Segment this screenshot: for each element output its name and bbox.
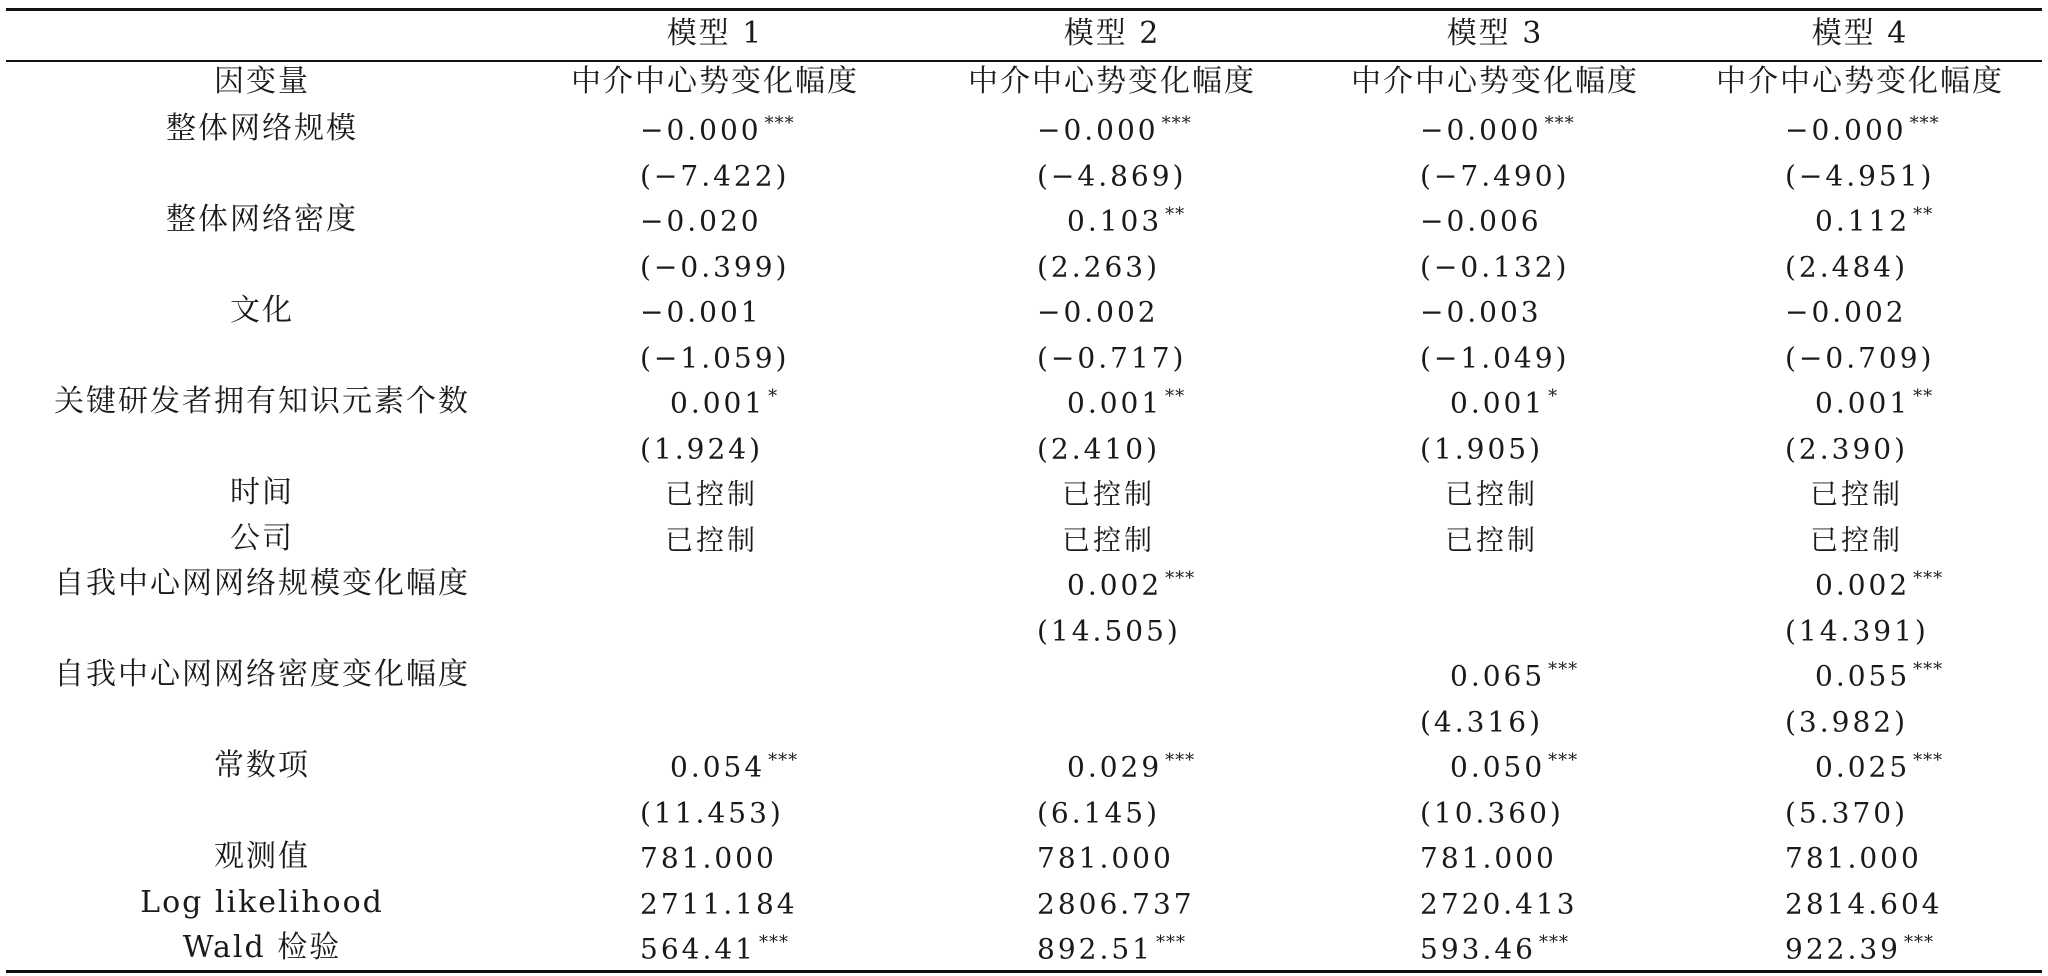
value-cell [640, 570, 643, 599]
row-label: Wald 检验 [182, 930, 342, 965]
row-label: 关键研发者拥有知识元素个数 [54, 384, 470, 419]
cell-value: (2.263) [1037, 250, 1161, 284]
value-cell [1420, 841, 1560, 875]
cell-value: −0.000 [1785, 113, 1907, 147]
cell-value: (14.391) [1785, 614, 1929, 648]
value-cell [1420, 295, 1545, 329]
cell-value: (−0.132) [1420, 250, 1570, 284]
cell-value: 0.001 [1067, 386, 1163, 420]
cell-value: 892.51 [1037, 932, 1153, 966]
model-2-header: 模型 2 [1063, 16, 1161, 51]
row-label: 常数项 [214, 748, 310, 783]
cell-value: 781.000 [1037, 841, 1174, 875]
value-cell [1445, 523, 1541, 557]
dependent-variable-label: 因变量 [214, 64, 310, 99]
dependent-variable-model-1: 中介中心势变化幅度 [571, 64, 859, 99]
value-cell [1420, 341, 1572, 375]
dependent-variable-model-3: 中介中心势变化幅度 [1351, 64, 1639, 99]
value-cell [1037, 841, 1177, 875]
significance-stars: *** [1544, 113, 1575, 134]
cell-value: (1.924) [640, 432, 764, 466]
value-cell [1420, 705, 1546, 739]
significance-stars: *** [1161, 113, 1192, 134]
value-cell [1037, 932, 1186, 966]
cell-value: −0.000 [1037, 113, 1159, 147]
value-cell [1785, 341, 1937, 375]
value-cell [1037, 707, 1040, 736]
value-cell [640, 932, 789, 966]
dependent-variable-model-2: 中介中心势变化幅度 [968, 64, 1256, 99]
value-cell [640, 707, 643, 736]
cell-value: 0.055 [1815, 659, 1911, 693]
cell-value: 0.112 [1815, 204, 1911, 238]
value-cell [1420, 113, 1575, 147]
cell-value: (1.905) [1420, 432, 1544, 466]
cell-value: 922.39 [1785, 932, 1901, 966]
cell-value: −0.006 [1420, 204, 1542, 238]
model-4-header: 模型 4 [1811, 16, 1909, 51]
row-label: 时间 [230, 475, 294, 510]
value-cell [1037, 159, 1189, 193]
row-label: 自我中心网网络密度变化幅度 [54, 657, 470, 692]
value-cell [1785, 796, 1911, 830]
cell-value: 593.46 [1420, 932, 1536, 966]
significance-stars: *** [764, 113, 795, 134]
significance-stars: *** [1165, 750, 1196, 771]
cell-value: 已控制 [1062, 523, 1156, 557]
cell-value: (2.390) [1785, 432, 1909, 466]
cell-value: 已控制 [1445, 477, 1539, 511]
cell-value: (3.982) [1785, 705, 1909, 739]
value-cell [1037, 113, 1192, 147]
cell-value: 564.41 [640, 932, 756, 966]
dependent-variable-model-4: 中介中心势变化幅度 [1716, 64, 2004, 99]
significance-stars: *** [1913, 659, 1944, 680]
cell-value: 0.001 [1450, 386, 1546, 420]
value-cell [1785, 113, 1940, 147]
cell-value: (−0.709) [1785, 341, 1935, 375]
value-cell [1067, 386, 1186, 420]
value-cell [640, 661, 643, 690]
value-cell [1037, 887, 1198, 921]
row-label: 整体网络规模 [166, 111, 358, 146]
cell-value: 2720.413 [1420, 887, 1578, 921]
cell-value: 0.002 [1815, 568, 1911, 602]
value-cell [1445, 477, 1541, 511]
value-cell [1037, 250, 1163, 284]
significance-stars: * [1548, 386, 1559, 407]
value-cell [1785, 250, 1911, 284]
value-cell [1420, 250, 1572, 284]
value-cell [640, 616, 643, 645]
header-rule [6, 60, 2042, 62]
value-cell [1420, 570, 1423, 599]
cell-value: 2806.737 [1037, 887, 1195, 921]
significance-stars: *** [1165, 568, 1196, 589]
cell-value: 781.000 [1420, 841, 1557, 875]
cell-value: −0.001 [640, 295, 762, 329]
cell-value: 0.001 [1815, 386, 1911, 420]
row-label: Log likelihood [140, 885, 384, 920]
significance-stars: *** [1913, 568, 1944, 589]
value-cell [1785, 159, 1937, 193]
value-cell [1037, 341, 1189, 375]
significance-stars: ** [1165, 386, 1186, 407]
cell-value: (2.410) [1037, 432, 1161, 466]
value-cell [1037, 796, 1163, 830]
significance-stars: *** [1909, 113, 1940, 134]
value-cell [670, 386, 779, 420]
cell-value: (−7.490) [1420, 159, 1570, 193]
cell-value: 2711.184 [640, 887, 798, 921]
cell-value: 0.103 [1067, 204, 1163, 238]
value-cell [1450, 659, 1579, 693]
model-1-header: 模型 1 [666, 16, 764, 51]
value-cell [1815, 750, 1944, 784]
bottom-rule [6, 970, 2042, 973]
cell-value: 0.025 [1815, 750, 1911, 784]
value-cell [1815, 386, 1934, 420]
cell-value: 0.029 [1067, 750, 1163, 784]
cell-value: (−7.422) [640, 159, 790, 193]
cell-value: (−4.869) [1037, 159, 1187, 193]
value-cell [1810, 523, 1906, 557]
value-cell [640, 841, 780, 875]
cell-value: −0.002 [1037, 295, 1159, 329]
value-cell [640, 204, 765, 238]
value-cell [640, 159, 792, 193]
cell-value: (−0.717) [1037, 341, 1187, 375]
value-cell [1037, 614, 1184, 648]
value-cell [1420, 159, 1572, 193]
cell-value: 0.065 [1450, 659, 1546, 693]
value-cell [1815, 659, 1944, 693]
value-cell [1420, 887, 1581, 921]
cell-value: (−4.951) [1785, 159, 1935, 193]
cell-value: 已控制 [1810, 477, 1904, 511]
value-cell [1785, 887, 1946, 921]
cell-value: 781.000 [640, 841, 777, 875]
row-label: 整体网络密度 [166, 202, 358, 237]
value-cell [1450, 750, 1579, 784]
value-cell [1037, 432, 1163, 466]
significance-stars: *** [1903, 932, 1934, 953]
value-cell [1420, 204, 1545, 238]
cell-value: 已控制 [1810, 523, 1904, 557]
row-label: 自我中心网网络规模变化幅度 [54, 566, 470, 601]
value-cell [640, 432, 766, 466]
value-cell [1067, 204, 1186, 238]
row-label: 公司 [230, 521, 294, 556]
value-cell [640, 341, 792, 375]
value-cell [1420, 616, 1423, 645]
value-cell [1062, 523, 1158, 557]
significance-stars: *** [1155, 932, 1186, 953]
cell-value: (11.453) [640, 796, 784, 830]
value-cell [1785, 705, 1911, 739]
significance-stars: ** [1165, 204, 1186, 225]
cell-value: (14.505) [1037, 614, 1181, 648]
cell-value: −0.002 [1785, 295, 1907, 329]
value-cell [1062, 477, 1158, 511]
value-cell [1815, 204, 1934, 238]
value-cell [1067, 568, 1196, 602]
cell-value: (−1.049) [1420, 341, 1570, 375]
significance-stars: * [768, 386, 779, 407]
value-cell [670, 750, 799, 784]
significance-stars: ** [1913, 386, 1934, 407]
value-cell [1785, 932, 1934, 966]
cell-value: (−1.059) [640, 341, 790, 375]
value-cell [1785, 614, 1932, 648]
top-rule [6, 8, 2042, 11]
cell-value: (5.370) [1785, 796, 1909, 830]
cell-value: −0.000 [640, 113, 762, 147]
significance-stars: *** [1548, 659, 1579, 680]
cell-value: 0.001 [670, 386, 766, 420]
cell-value: (4.316) [1420, 705, 1544, 739]
cell-value: (10.360) [1420, 796, 1564, 830]
cell-value: 0.002 [1067, 568, 1163, 602]
value-cell [640, 796, 787, 830]
value-cell [1037, 661, 1040, 690]
cell-value: 0.050 [1450, 750, 1546, 784]
model-3-header: 模型 3 [1446, 16, 1544, 51]
cell-value: 已控制 [1062, 477, 1156, 511]
value-cell [1420, 432, 1546, 466]
cell-value: 已控制 [665, 523, 759, 557]
cell-value: −0.000 [1420, 113, 1542, 147]
significance-stars: *** [768, 750, 799, 771]
row-label: 文化 [230, 293, 294, 328]
value-cell [1785, 432, 1911, 466]
value-cell [665, 523, 761, 557]
cell-value: (2.484) [1785, 250, 1909, 284]
significance-stars: *** [758, 932, 789, 953]
cell-value: (−0.399) [640, 250, 790, 284]
value-cell [1815, 568, 1944, 602]
value-cell [640, 250, 792, 284]
cell-value: 已控制 [665, 477, 759, 511]
value-cell [640, 887, 801, 921]
value-cell [1450, 386, 1559, 420]
value-cell [1420, 932, 1569, 966]
cell-value: −0.020 [640, 204, 762, 238]
cell-value: 781.000 [1785, 841, 1922, 875]
cell-value: (6.145) [1037, 796, 1161, 830]
value-cell [640, 295, 765, 329]
significance-stars: *** [1538, 932, 1569, 953]
value-cell [1785, 841, 1925, 875]
cell-value: 2814.604 [1785, 887, 1943, 921]
value-cell [1037, 295, 1162, 329]
cell-value: −0.003 [1420, 295, 1542, 329]
row-label: 观测值 [214, 839, 310, 874]
value-cell [1067, 750, 1196, 784]
significance-stars: ** [1913, 204, 1934, 225]
value-cell [1420, 796, 1567, 830]
significance-stars: *** [1913, 750, 1944, 771]
value-cell [1810, 477, 1906, 511]
value-cell [665, 477, 761, 511]
cell-value: 已控制 [1445, 523, 1539, 557]
cell-value: 0.054 [670, 750, 766, 784]
value-cell [1785, 295, 1910, 329]
value-cell [640, 113, 795, 147]
significance-stars: *** [1548, 750, 1579, 771]
